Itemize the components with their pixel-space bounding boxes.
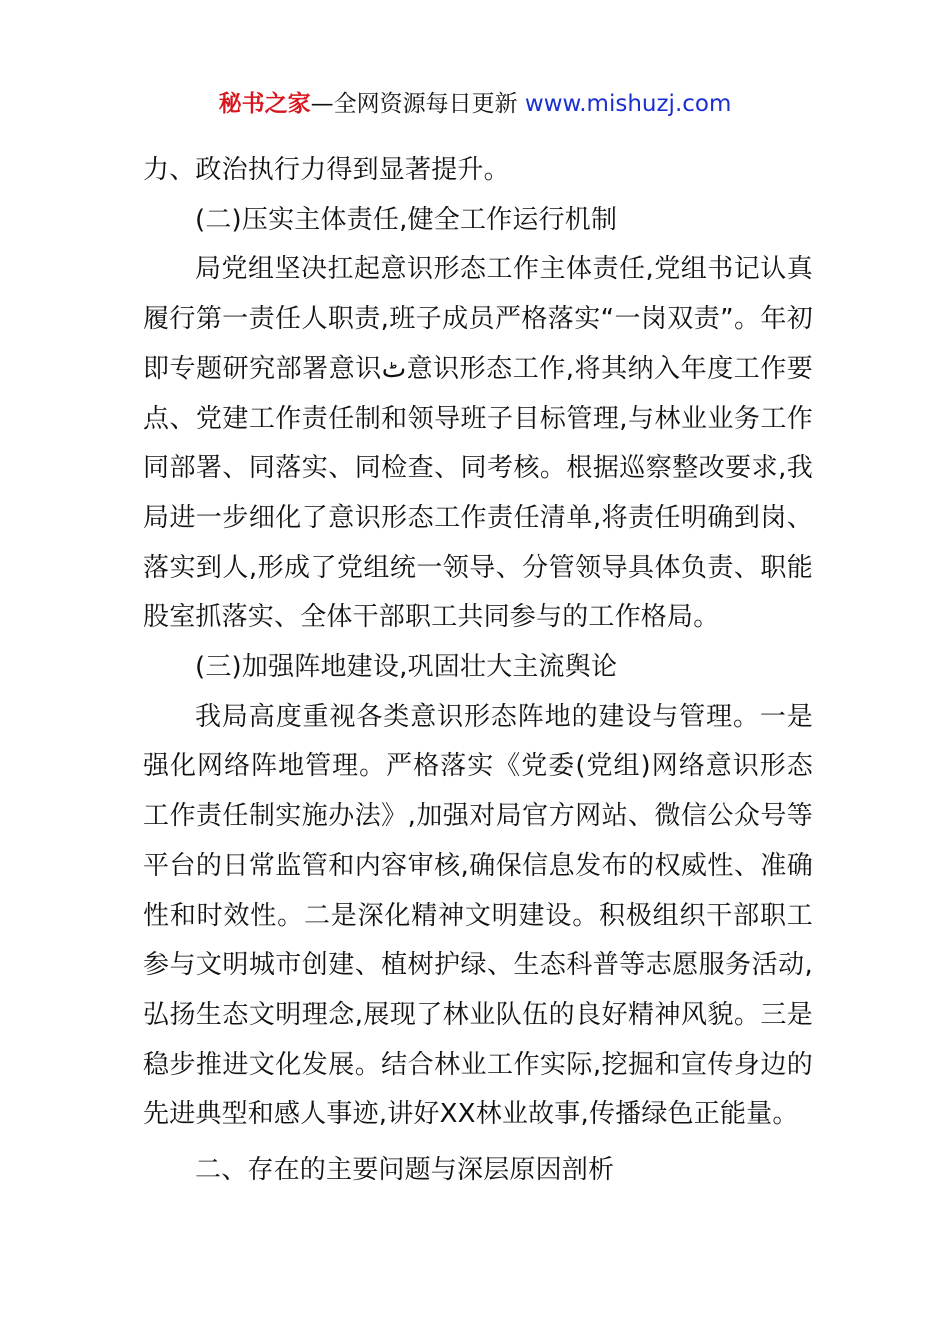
section-heading-3: (三)加强阵地建设,巩固壮大主流舆论 — [195, 652, 618, 683]
paragraph-continuation: 力、政治执行力得到显著提升。 — [143, 155, 510, 185]
paragraph-responsibility: 局党组坚决扛起意识形态工作主体责任,党组书记认真履行第一责任人职责,班子成员严格落实“一岗双责”。年初即专题研究部署意识ٹ意识形态工作,将其纳入年度工作要点、党建工作责任制和领导班子目标管理,与林业业务工作同部署、同落实、同检查、同考核。根据巡察整改要求,我局进一步细化了意识形态工作责任清单,将责任明确到岗、落实到人,形成了党组统一领导、分管领导具体负责、职能股室抓落实、全体干部职工共同参与的工作格局。 — [143, 254, 813, 633]
section-heading-2: (二)压实主体责任,健全工作运行机制 — [195, 204, 618, 235]
header-brand: 秘书之家 — [218, 91, 311, 117]
header-url-link[interactable]: www.mishuzj.com — [524, 91, 732, 117]
header-slogan: —全网资源每日更新 — [310, 91, 525, 117]
page-header — [0, 86, 950, 122]
chapter-heading-problems: 二、存在的主要问题与深层原因剖析 — [195, 1155, 615, 1186]
document-body — [143, 146, 813, 1196]
paragraph-position-building: 我局高度重视各类意识形态阵地的建设与管理。一是强化网络阵地管理。严格落实《党委(党组)网络意识形态工作责任制实施办法》,加强对局官方网站、微信公众号等平台的日常监管和内容审核,确保信息发布的权威性、准确性和时效性。二是深化精神文明建设。积极组织干部职工参与文明城市创建、植树护绿、生态科普等志愿服务活动,弘扬生态文明理念,展现了林业队伍的良好精神风貌。三是稳步推进文化发展。结合林业工作实际,挖掘和宣传身边的先进典型和感人事迹,讲好XX林业故事,传播绿色正能量。 — [143, 701, 813, 1130]
